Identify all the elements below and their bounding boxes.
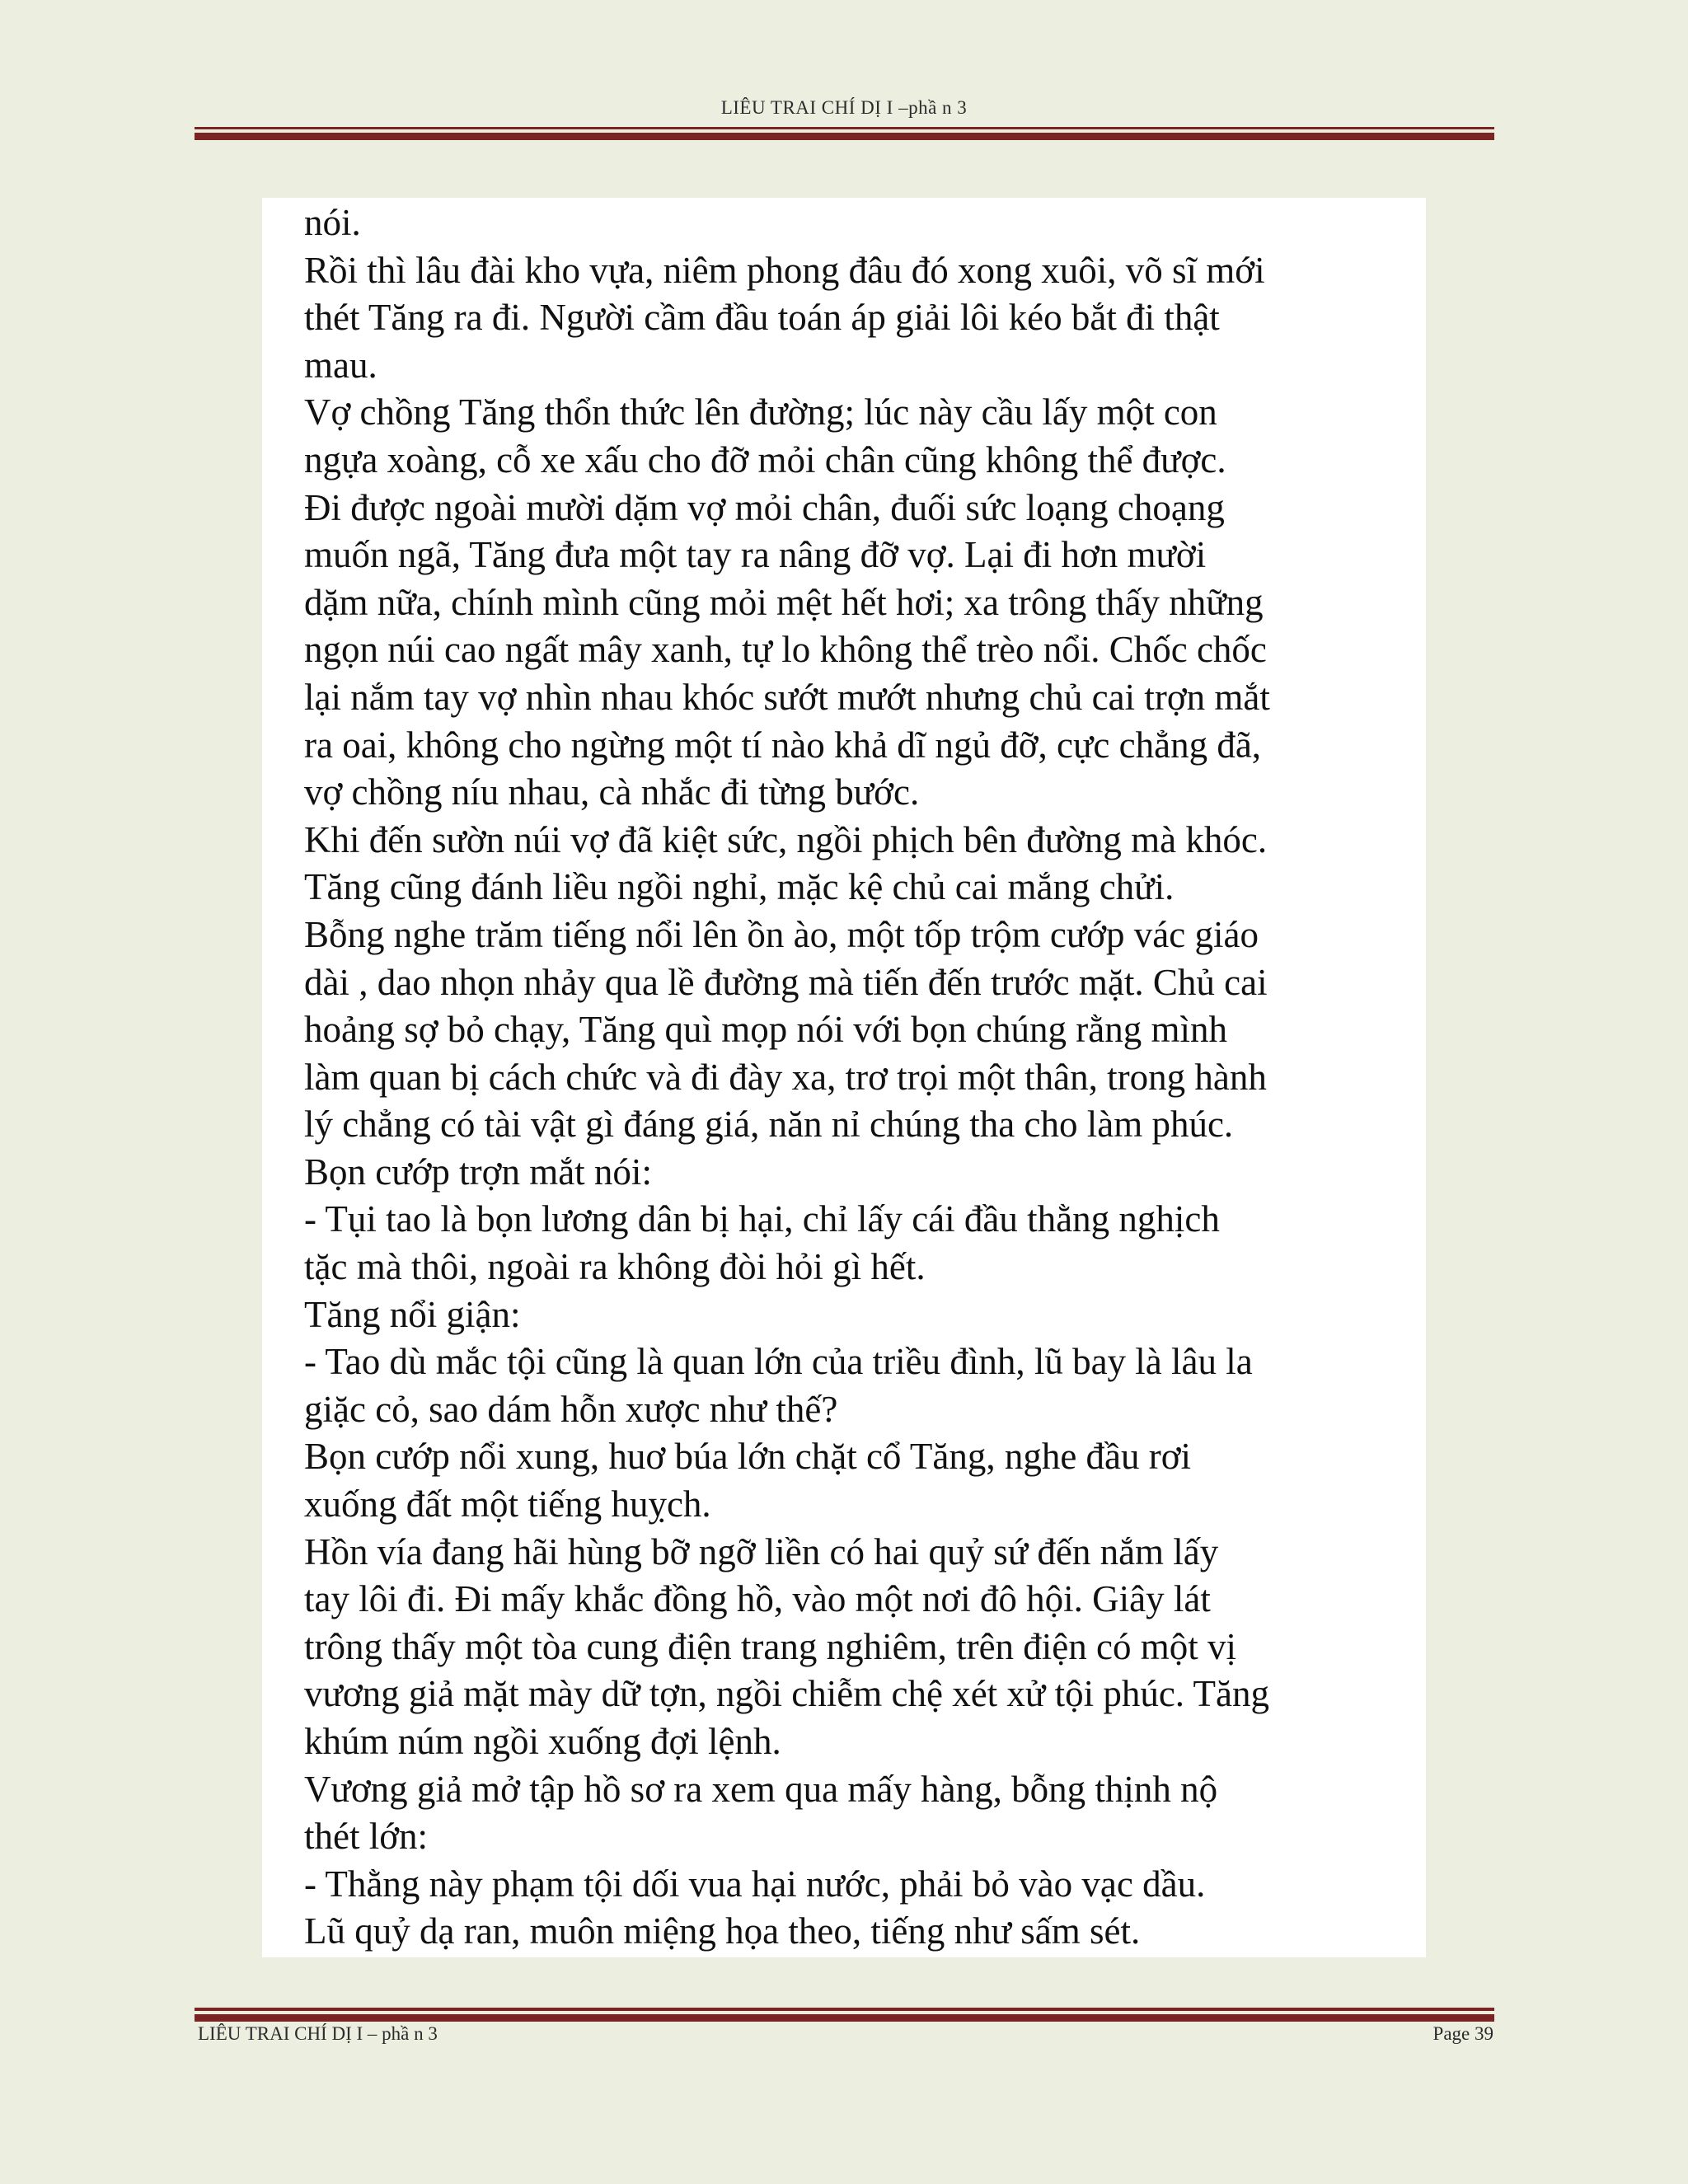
body-line: ra oai, không cho ngừng một tí nào khả dĩ ngủ đỡ, cực chẳng đã,: [304, 724, 1262, 766]
body-line: Bọn cướp nổi xung, huơ búa lớn chặt cổ Tăng, nghe đầu rơi: [304, 1436, 1192, 1478]
body-line: Vợ chồng Tăng thổn thức lên đường; lúc này cầu lấy một con: [304, 391, 1217, 434]
body-line: - Tao dù mắc tội cũng là quan lớn của triều đình, lũ bay là lâu la: [304, 1341, 1253, 1383]
body-line: - Thằng này phạm tội dối vua hại nước, phải bỏ vào vạc dầu.: [304, 1863, 1206, 1905]
body-line: xuống đất một tiếng huỵch.: [304, 1483, 711, 1526]
body-line: dài , dao nhọn nhảy qua lề đường mà tiến đến trước mặt. Chủ cai: [304, 961, 1268, 1003]
body-line: Khi đến sườn núi vợ đã kiệt sức, ngồi phịch bên đường mà khóc.: [304, 818, 1268, 860]
body-line: Hồn vía đang hãi hùng bỡ ngỡ liền có hai quỷ sứ đến nắm lấy: [304, 1530, 1219, 1572]
body-line: Tăng nổi giận:: [304, 1293, 521, 1335]
body-line: ngựa xoàng, cỗ xe xấu cho đỡ mỏi chân cũng không thể được.: [304, 438, 1226, 480]
body-line: Đi được ngoài mười dặm vợ mỏi chân, đuối sức loạng choạng: [304, 486, 1225, 528]
body-line: Vương giả mở tập hồ sơ ra xem qua mấy hàng, bỗng thịnh nộ: [304, 1768, 1218, 1810]
body-line: làm quan bị cách chức và đi đày xa, trơ trọi một thân, trong hành: [304, 1056, 1267, 1098]
header-rule-thin: [195, 127, 1494, 129]
body-line: Bỗng nghe trăm tiếng nổi lên ồn ào, một tốp trộm cướp vác giáo: [304, 913, 1259, 955]
body-line: mau.: [304, 344, 377, 386]
body-text: [304, 199, 1417, 1956]
body-line: lý chẳng có tài vật gì đáng giá, năn nỉ chúng tha cho làm phúc.: [304, 1104, 1234, 1146]
footer-rule-thin: [195, 2008, 1494, 2011]
body-line: Tăng cũng đánh liều ngồi nghỉ, mặc kệ chủ cai mắng chửi.: [304, 866, 1175, 908]
body-line: - Tụi tao là bọn lương dân bị hại, chỉ lấy cái đầu thằng nghịch: [304, 1198, 1220, 1240]
body-line: vợ chồng níu nhau, cà nhắc đi từng bước.: [304, 771, 920, 813]
page-number: Page 39: [1432, 2023, 1493, 2044]
body-line: lại nắm tay vợ nhìn nhau khóc sướt mướt nhưng chủ cai trợn mắt: [304, 676, 1270, 718]
header-rule-thick: [195, 133, 1494, 140]
body-line: khúm núm ngồi xuống đợi lệnh.: [304, 1721, 781, 1762]
body-line: muốn ngã, Tăng đưa một tay ra nâng đỡ vợ. Lại đi hơn mười: [304, 534, 1207, 576]
body-line: tay lôi đi. Đi mấy khắc đồng hồ, vào một nơi đô hội. Giây lát: [304, 1578, 1211, 1620]
body-line: trông thấy một tòa cung điện trang nghiêm, trên điện có một vị: [304, 1625, 1236, 1667]
body-line: hoảng sợ bỏ chạy, Tăng quì mọp nói với bọn chúng rằng mình: [304, 1009, 1227, 1051]
body-line: Rồi thì lâu đài kho vựa, niêm phong đâu đó xong xuôi, võ sĩ mới: [304, 249, 1265, 291]
body-line: tặc mà thôi, ngoài ra không đòi hỏi gì hết.: [304, 1246, 926, 1288]
body-line: dặm nữa, chính mình cũng mỏi mệt hết hơi; xa trông thấy những: [304, 581, 1264, 623]
running-footer-title: LIÊU TRAI CHÍ DỊ I – phầ n 3: [198, 2023, 438, 2044]
body-line: ngọn núi cao ngất mây xanh, tự lo không thể trèo nổi. Chốc chốc: [304, 629, 1267, 671]
footer-rule-thick: [195, 2014, 1494, 2022]
body-line: Bọn cướp trợn mắt nói:: [304, 1151, 652, 1193]
body-line: thét Tăng ra đi. Người cầm đầu toán áp giải lôi kéo bắt đi thật: [304, 297, 1220, 339]
body-line: thét lớn:: [304, 1816, 429, 1858]
body-line: giặc cỏ, sao dám hỗn xược như thế?: [304, 1388, 838, 1430]
body-line: nói.: [304, 202, 361, 243]
body-line: vương giả mặt mày dữ tợn, ngồi chiễm chệ xét xử tội phúc. Tăng: [304, 1673, 1269, 1715]
body-line: Lũ quỷ dạ ran, muôn miệng họa theo, tiếng như sấm sét.: [304, 1910, 1141, 1952]
running-header-title: LIÊU TRAI CHÍ DỊ I –phầ n 3: [720, 97, 968, 118]
content-box: [262, 198, 1426, 1957]
